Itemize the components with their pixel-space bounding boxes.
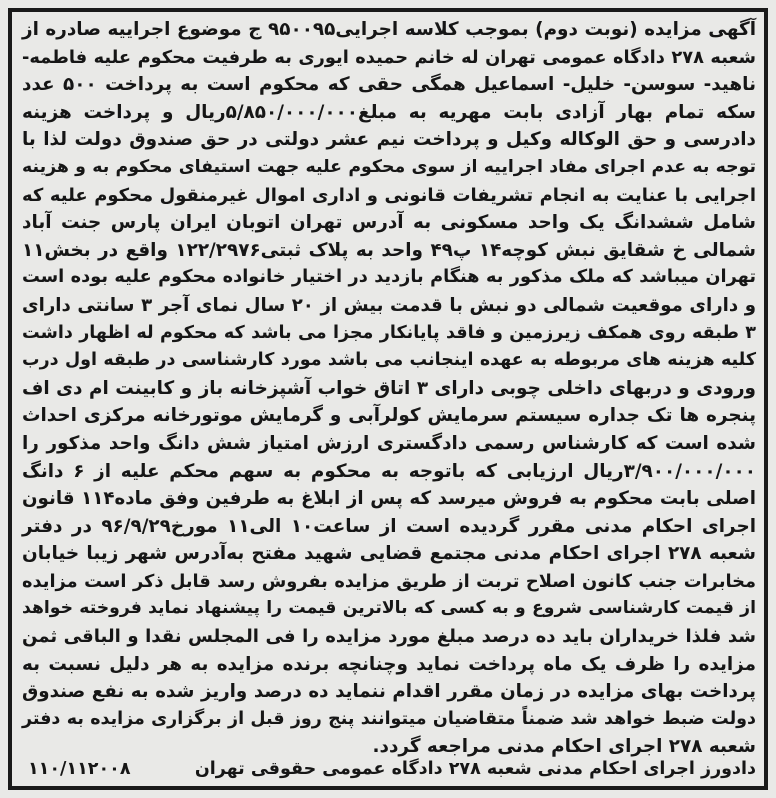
bottom-border-rule [8,786,768,790]
notice-line: ۳ طبقه روی همکف زیرزمین و فاقد پایانکار مجزا می باشد که محکوم له اظهار داشت [22,322,756,343]
notice-line: سکه تمام بهار آزادی بابت مهریه به مبلغ۵/۸۵۰/۰۰۰/۰۰۰ریال و پرداخت هزینه [22,101,757,123]
notice-line: از قیمت کارشناسی شروع و به کسی که بالاترین قیمت را پیشنهاد نماید فروخته خواهد [22,598,756,619]
right-border-rule [764,8,768,790]
notice-line: و دارای موقعیت شمالی دو نبش با قدمت بیش از ۲۰ سال نمای آجر ۳ سانتی دارای [22,294,757,316]
notice-line: تهران میباشد که ملک مذکور به هنگام بازدید در اختیار خانواده محکوم علیه بوده است [22,267,756,288]
top-border-rule [8,8,768,12]
auction-notice-body [22,16,756,761]
notice-line: اجرای احکام مدنی مقرر گردیده است از ساعت۱۰ الی۱۱ مورخ۹۶/۹/۲۹ در دفتر [22,515,757,537]
notice-line: شامل ششدانگ یک واحد مسکونی به آدرس تهران اتوبان ایران پارس جنت آباد [22,212,756,234]
notice-line: آگهی مزایده (نوبت دوم) بموجب کلاسه اجرایی۹۵۰۰۹۵ ج موضوع اجراییه صادره از [22,19,756,40]
notice-line: ناهید- سوسن- خلیل- اسماعیل همگی حقی که محکوم است به پرداخت ۵۰۰ عدد [22,74,756,96]
notice-line: دولت ضبط خواهد شد ضمناً متقاضیان میتوانند پنج روز قبل از برگزاری مزایده به دفتر [22,708,756,729]
notice-reference-code: ۱۱۰/۱۱۲۰۰۸ [28,759,131,779]
notice-line: شد فلذا خریداران باید ده درصد مبلغ مورد مزایده را فی المجلس نقدا و الباقی ثمن [22,626,756,648]
notice-line: شمالی خ شقایق نبش کوچه۱۴ پ۴۹ واحد به پلاک ثبتی۱۲۲/۲۹۷۶ واقع در بخش۱۱ [22,239,756,261]
notice-line: اجرایی با عنایت به انجام تشریفات قانونی و اداری اموال غیرمنقول محکوم علیه که [22,184,756,206]
notice-line: ۳/۹۰۰/۰۰۰/۰۰۰ریال ارزیابی که باتوجه به محکوم به سهم محکم علیه از ۶ دانگ [22,460,756,482]
notice-line: کلیه هزینه های مربوطه به عهده اینجانب می باشد مورد کارشناسی در طبقه اول درب [22,350,756,371]
left-border-rule [8,8,12,790]
notice-line: شعبه ۲۷۸ اجرای احکام مدنی مجتمع قضایی شهید مفتح به‌آدرس شهر زیبا خیابان [22,543,756,565]
notice-line: مزایده را ظرف یک ماه پرداخت نماید وچنانچه برنده مزایده به هر دلیل نسبت به [22,653,756,675]
notice-line: شعبه ۲۷۸ اجرای احکام مدنی مراجعه گردد. [372,736,756,758]
notice-line: توجه به عدم اجرای مفاد اجراییه از سوی محکوم علیه جهت استیفای محکوم به و هزینه [22,156,756,177]
notice-line: اصلی بابت محکوم به فروش میرسد که پس از ابلاغ به طرفین وفق ماده۱۱۴ قانون [22,488,756,510]
notice-line: پرداخت بهای مزایده در زمان مقرر اقدام ننماید ده درصد واریز شده به نفع صندوق [22,681,756,703]
issuing-court-signature: دادورز اجرای احکام مدنی شعبه ۲۷۸ دادگاه عمومی حقوقی تهران [194,759,756,779]
notice-footer [22,754,756,784]
notice-line: مخابرات جنب کانون اصلاح تربت از طریق مزایده بفروش رسد قابل ذکر است مزایده [22,570,756,592]
notice-line: ورودی و دربهای داخلی چوبی دارای ۳ اتاق خواب آشپزخانه باز و کابینت ام دی اف [22,377,756,399]
notice-line: پنجره ها تک جداره سیستم سرمایش کولرآبی و گرمایش موتورخانه مرکزی احداث [22,405,756,427]
notice-line: شعبه ۲۷۸ دادگاه عمومی تهران له خانم حمیده ایوری به طرفیت محکوم علیه فاطمه- [22,46,756,68]
notice-line: دادرسی و حق الوکاله وکیل و پرداخت نیم عشر دولتی در حق صندوق دولت لذا با [22,129,756,151]
notice-line: شده است که کارشناس رسمی دادگستری ارزش امتیاز شش دانگ واحد مذکور را [22,432,756,454]
